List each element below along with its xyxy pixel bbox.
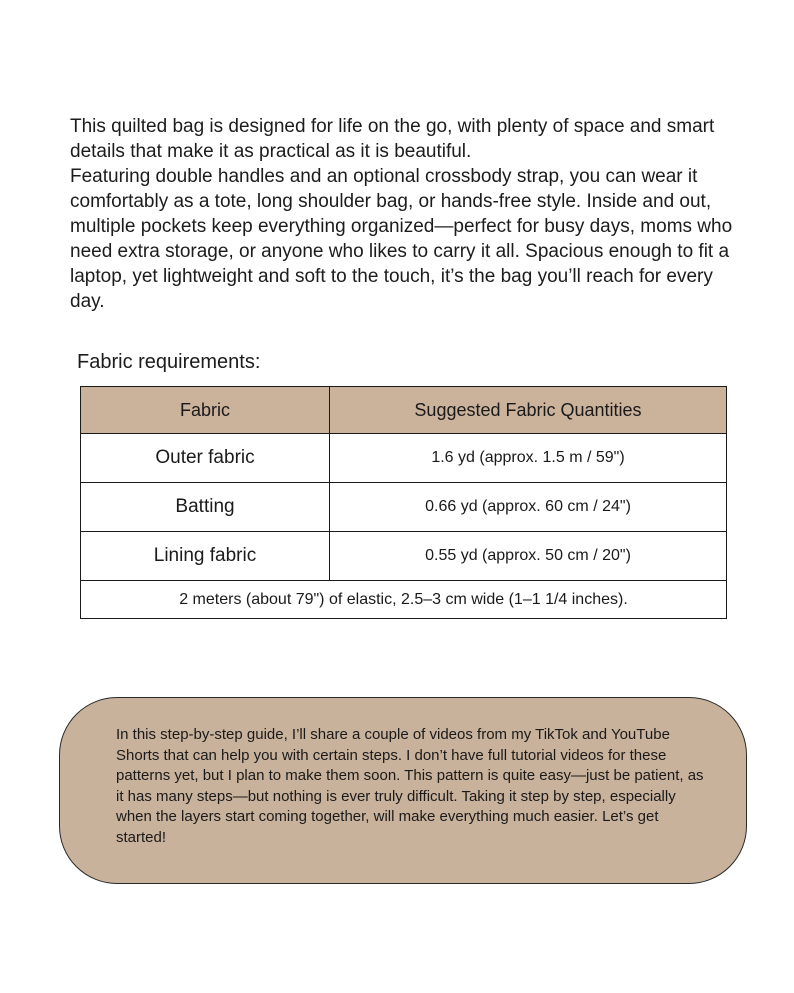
fabric-name-cell: Outer fabric [81, 434, 330, 483]
fabric-name-cell: Batting [81, 483, 330, 532]
fabric-requirements-table [80, 386, 727, 619]
fabric-name-cell: Lining fabric [81, 532, 330, 581]
guide-note-box [59, 697, 747, 884]
guide-note-text: In this step-by-step guide, I’ll share a couple of videos from my TikTok and YouTube Shorts that can help you with certain steps. I don’t have full tutorial videos for these patterns yet, but I plan to make them soon. This pattern is quite easy—just be patient, as it has many steps—but nothing is ever truly difficult. Taking it step by step, especially when the layers start coming together, will make everything much easier. Let’s get started! [116, 726, 704, 846]
fabric-requirements-title: Fabric requirements: [77, 351, 261, 373]
fabric-quantity-cell: 0.66 yd (approx. 60 cm / 24") [330, 483, 727, 532]
table-header-row [81, 387, 727, 434]
fabric-quantity-cell: 0.55 yd (approx. 50 cm / 20") [330, 532, 727, 581]
table-row [81, 434, 727, 483]
intro-text [70, 114, 750, 314]
table-footer-row [81, 581, 727, 619]
elastic-note-cell: 2 meters (about 79") of elastic, 2.5–3 cm wide (1–1 1/4 inches). [81, 581, 727, 619]
intro-paragraph-2: Featuring double handles and an optional crossbody strap, you can wear it comfortably as a tote, long shoulder bag, or hands-free style. Inside and out, multiple pockets keep everything organized—perfect for busy days, moms who need extra storage, or anyone who likes to carry it all. Spacious enough to fit a laptop, yet lightweight and soft to the touch, it’s the bag you’ll reach for every day. [70, 166, 733, 312]
table-row [81, 483, 727, 532]
header-quantities: Suggested Fabric Quantities [330, 387, 727, 434]
fabric-quantity-cell: 1.6 yd (approx. 1.5 m / 59") [330, 434, 727, 483]
table-row [81, 532, 727, 581]
intro-paragraph-1: This quilted bag is designed for life on the go, with plenty of space and smart details that make it as practical as it is beautiful. [70, 116, 715, 162]
header-fabric: Fabric [81, 387, 330, 434]
